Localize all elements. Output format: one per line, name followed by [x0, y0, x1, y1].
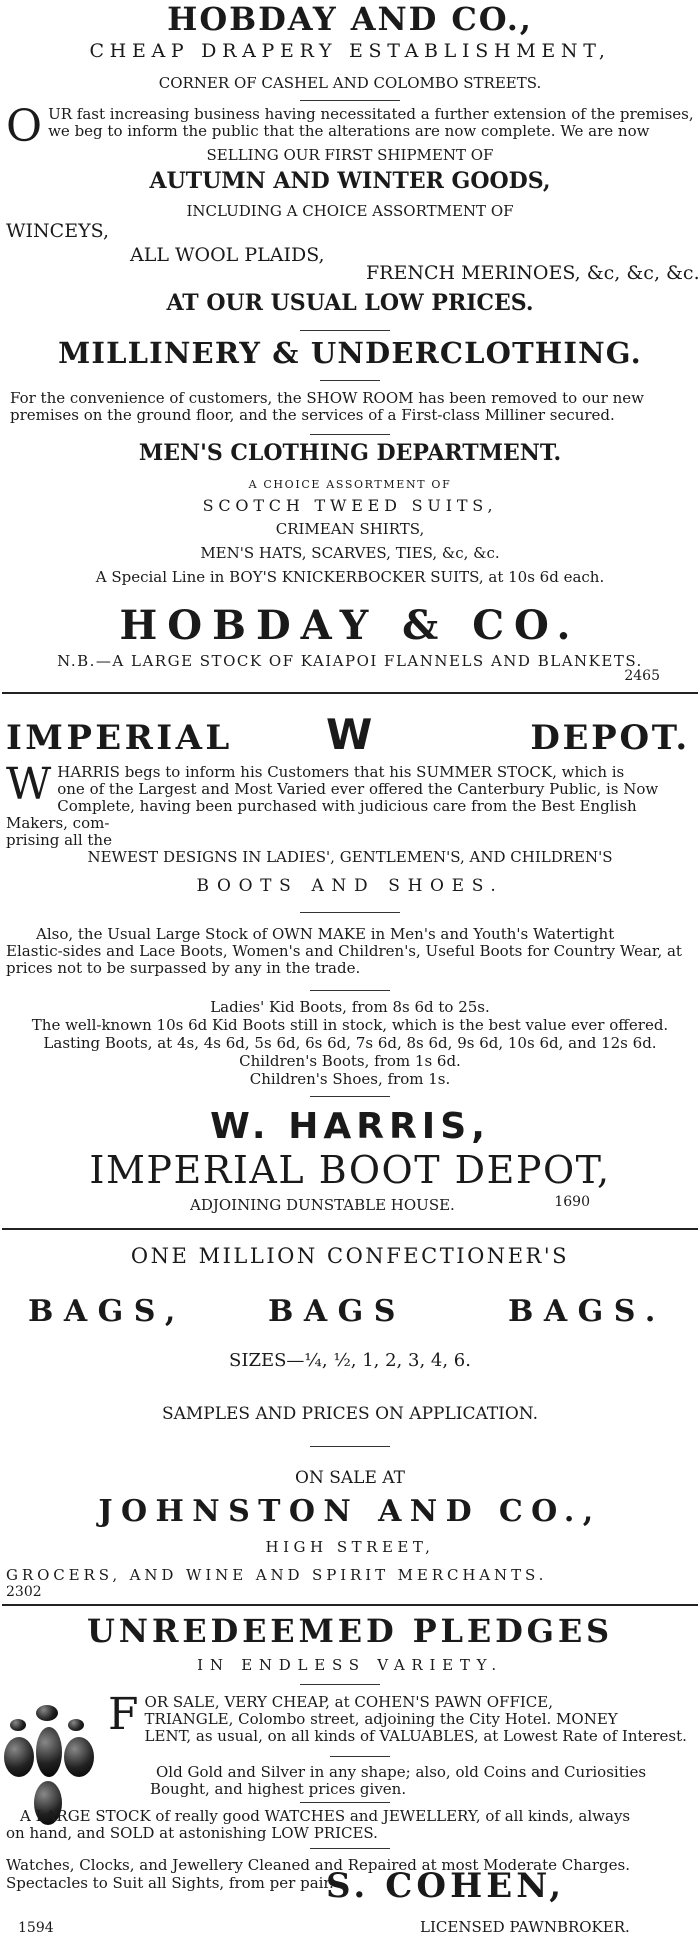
cohen-large-stock — [6, 1808, 696, 1842]
harris-children-boots: Children's Boots, from 1s 6d. — [239, 1052, 461, 1070]
section-divider — [2, 1604, 698, 1606]
harris-number: 1690 — [554, 1194, 590, 1210]
hobday-special: A Special Line in BOY'S KNICKERBOCKER SUITS, at 10s 6d each. — [95, 568, 605, 586]
hobday-millinery: MILLINERY & UNDERCLOTHING. — [58, 336, 642, 370]
johnston-bags-1: BAGS, — [28, 1294, 186, 1329]
harris-intro-line2: one of the Largest and Most Varied ever offered the Canterbury Public, is Now — [57, 780, 659, 798]
cohen-for-sale — [108, 1689, 696, 1745]
hobday-winceys: WINCEYS, — [6, 220, 109, 242]
cohen-gold-line1: Old Gold and Silver in any shape; also, old Coins and Curiosities — [156, 1763, 647, 1781]
harris-boots-shoes: BOOTS AND SHOES. — [196, 876, 504, 896]
hobday-showroom-line2: premises on the ground floor, and the services of a First-class Milliner secured. — [10, 406, 615, 424]
hobday-intro-line2: we beg to inform the public that the alterations are now complete. We are now — [48, 122, 650, 140]
hobday-address: CORNER OF CASHEL AND COLOMBO STREETS. — [158, 74, 542, 92]
hobday-selling: SELLING OUR FIRST SHIPMENT OF — [206, 146, 494, 164]
divider — [310, 434, 390, 435]
harris-intro-line1: HARRIS begs to inform his Customers that his SUMMER STOCK, which is — [57, 763, 625, 781]
harris-newest: NEWEST DESIGNS IN LADIES', GENTLEMEN'S, AND CHILDREN'S — [87, 848, 613, 866]
johnston-bags-3: BAGS. — [508, 1294, 666, 1329]
johnston-one-million: ONE MILLION CONFECTIONER'S — [130, 1244, 570, 1268]
harris-name-black: W. HARRIS, — [210, 1106, 490, 1147]
cohen-dropcap: F — [108, 1689, 139, 1740]
harris-intro-dropcap: W — [6, 759, 52, 810]
hobday-mens-clothing: MEN'S CLOTHING DEPARTMENT. — [138, 440, 562, 466]
cohen-spectacles: Spectacles to Suit all Sights, from per pair. — [6, 1874, 334, 1892]
johnston-bags-2: BAGS — [268, 1294, 406, 1329]
harris-also-line3: prices not to be surpassed by any in the trade. — [6, 959, 361, 977]
harris-intro — [6, 759, 696, 849]
divider — [300, 330, 390, 331]
hobday-intro — [6, 101, 696, 152]
johnston-street: HIGH STREET, — [265, 1538, 435, 1556]
section-divider — [2, 692, 698, 694]
divider — [310, 1446, 390, 1447]
hobday-subtitle: CHEAP DRAPERY ESTABLISHMENT, — [89, 40, 611, 62]
hobday-showroom — [10, 390, 696, 424]
hobday-low-prices: AT OUR USUAL LOW PRICES. — [166, 290, 534, 316]
hobday-including: INCLUDING A CHOICE ASSORTMENT OF — [186, 202, 514, 220]
cohen-endless: IN ENDLESS VARIETY. — [197, 1656, 503, 1674]
divider — [300, 912, 400, 913]
hobday-intro-dropcap: O — [6, 101, 43, 152]
cohen-watches: Watches, Clocks, and Jewellery Cleaned and Repaired at most Moderate Charges. — [6, 1856, 630, 1874]
harris-depot: DEPOT. — [530, 718, 690, 758]
cohen-gold — [150, 1764, 696, 1798]
cohen-gold-line2: Bought, and highest prices given. — [150, 1780, 407, 1798]
hobday-title: HOBDAY AND CO., — [167, 0, 533, 38]
hobday-autumn: AUTUMN AND WINTER GOODS, — [149, 168, 551, 194]
johnston-name: JOHNSTON AND CO., — [98, 1494, 602, 1529]
cohen-licensed: LICENSED PAWNBROKER. — [420, 1918, 630, 1936]
cohen-number: 1594 — [18, 1920, 54, 1936]
divider — [320, 380, 380, 381]
harris-intro-line3: Complete, having been purchased with judicious care from the Best English Makers, com- — [6, 797, 637, 832]
divider — [330, 1756, 390, 1757]
cohen-large-line1: A LARGE STOCK of really good WATCHES and JEWELLERY, of all kinds, always — [20, 1807, 631, 1825]
cohen-for-line1: OR SALE, VERY CHEAP, at COHEN'S PAWN OFFICE, — [144, 1693, 553, 1711]
cohen-for-line3: LENT, as usual, on all kinds of VALUABLES, at Lowest Rate of Interest. — [144, 1727, 687, 1745]
harris-intro-line4: prising all the — [6, 831, 112, 849]
hobday-showroom-line1: For the convenience of customers, the SHOW ROOM has been removed to our new — [10, 389, 644, 407]
cohen-for-line2: TRIANGLE, Colombo street, adjoining the City Hotel. MONEY — [144, 1710, 618, 1728]
hobday-hats: MEN'S HATS, SCARVES, TIES, &c, &c. — [200, 544, 500, 562]
divider — [300, 100, 400, 101]
divider — [310, 1096, 390, 1097]
harris-wellknown: The well-known 10s 6d Kid Boots still in stock, which is the best value ever offered. — [31, 1016, 669, 1034]
cohen-large-line2: on hand, and SOLD at astonishing LOW PRICES. — [6, 1824, 378, 1842]
harris-lasting: Lasting Boots, at 4s, 4s 6d, 5s 6d, 6s 6d, 7s 6d, 8s 6d, 9s 6d, 10s 6d, and 12s 6d. — [43, 1034, 657, 1052]
harris-ornament: W — [326, 710, 373, 759]
cohen-name: S. COHEN, — [326, 1866, 566, 1906]
cohen-unredeemed: UNREDEEMED PLEDGES — [86, 1612, 614, 1650]
harris-also-line1: Also, the Usual Large Stock of OWN MAKE in Men's and Youth's Watertight — [36, 925, 615, 943]
harris-ladies: Ladies' Kid Boots, from 8s 6d to 25s. — [210, 998, 490, 1016]
johnston-sizes: SIZES—¼, ½, 1, 2, 3, 4, 6. — [229, 1350, 471, 1371]
divider — [310, 990, 390, 991]
johnston-samples: SAMPLES AND PRICES ON APPLICATION. — [161, 1404, 539, 1424]
hobday-plaids: ALL WOOL PLAIDS, — [130, 244, 325, 266]
harris-imperial: IMPERIAL — [6, 718, 233, 758]
divider — [310, 1848, 390, 1849]
harris-imperial-boot: IMPERIAL BOOT DEPOT, — [89, 1148, 611, 1192]
hobday-crimean: CRIMEAN SHIRTS, — [275, 520, 425, 538]
hobday-merinoes: FRENCH MERINOES, &c, &c, &c. — [366, 262, 700, 284]
divider — [300, 1684, 380, 1685]
hobday-intro-line1: UR fast increasing business having necessitated a further extension of the premises, — [48, 105, 694, 123]
divider — [300, 1802, 390, 1803]
harris-children-shoes: Children's Shoes, from 1s. — [249, 1070, 451, 1088]
harris-adjoining: ADJOINING DUNSTABLE HOUSE. — [190, 1196, 455, 1214]
harris-also — [6, 926, 696, 977]
hobday-name-big: HOBDAY & CO. — [119, 602, 581, 649]
hobday-tweed: SCOTCH TWEED SUITS, — [202, 496, 498, 515]
johnston-grocers: GROCERS, AND WINE AND SPIRIT MERCHANTS. — [6, 1566, 548, 1584]
hobday-number: 2465 — [624, 668, 660, 684]
johnston-on-sale: ON SALE AT — [295, 1468, 405, 1488]
harris-also-line2: Elastic-sides and Lace Boots, Women's and Children's, Useful Boots for Country Wear, at — [6, 942, 682, 960]
johnston-number: 2302 — [6, 1584, 42, 1600]
hobday-nb: N.B.—A LARGE STOCK OF KAIAPOI FLANNELS AND BLANKETS. — [57, 652, 643, 670]
hobday-choice: A CHOICE ASSORTMENT OF — [248, 478, 452, 491]
section-divider — [2, 1228, 698, 1230]
